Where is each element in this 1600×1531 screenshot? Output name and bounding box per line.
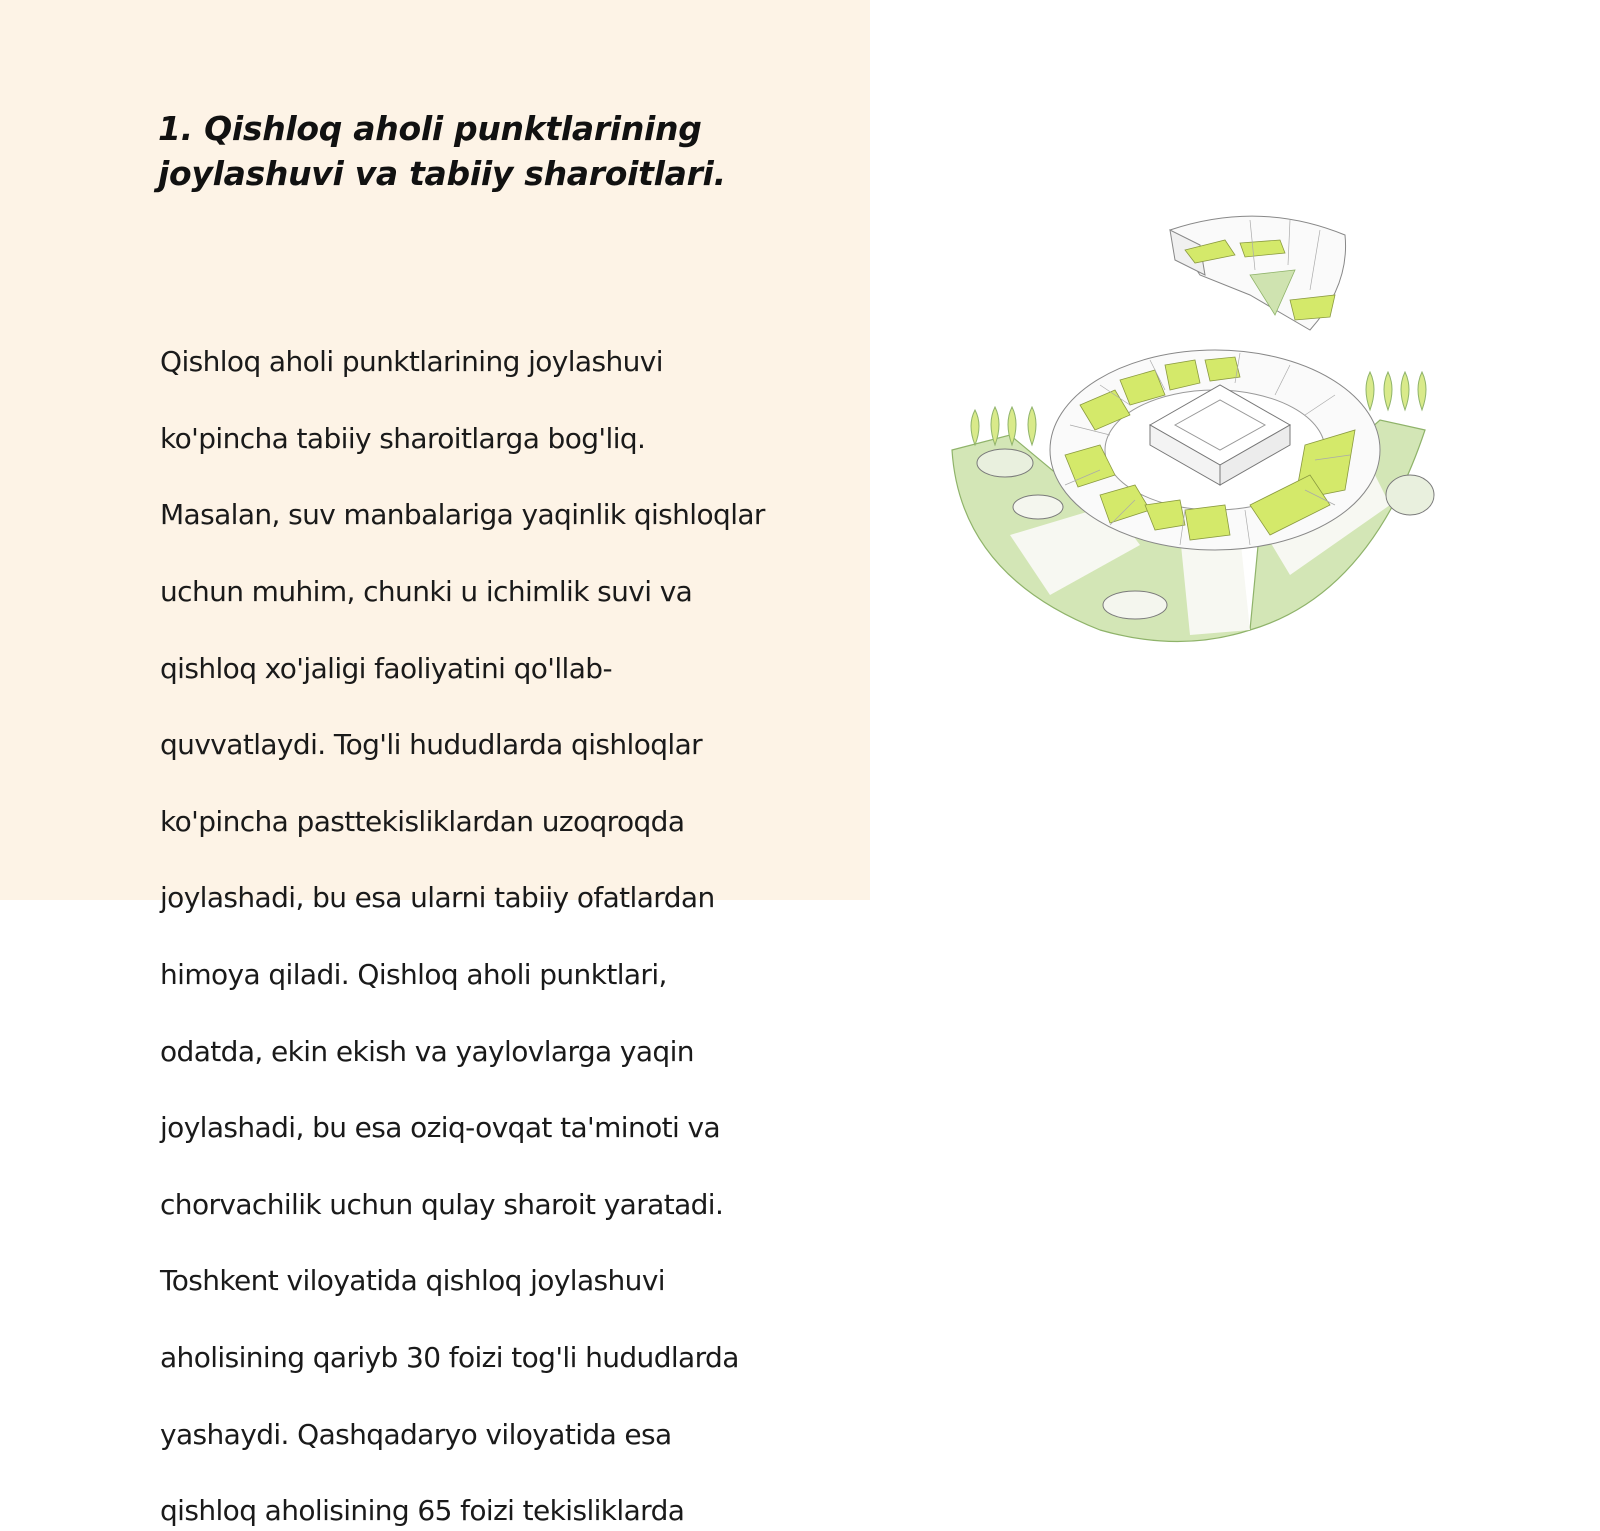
body-line: yashaydi. Qashqadaryo viloyatida esa <box>160 1417 672 1451</box>
body-line: qishloq xo'jaligi faoliyatini qo'llab- <box>160 651 612 685</box>
body-line: aholisining qariyb 30 foizi tog'li hududlarda <box>160 1341 739 1375</box>
body-line: chorvachilik uchun qulay sharoit yaratadi. <box>160 1187 724 1221</box>
body-line: ko'pincha tabiiy sharoitlarga bog'liq. <box>160 421 646 455</box>
body-line: uchun muhim, chunki u ichimlik suvi va <box>160 575 693 609</box>
slide-title: 1. Qishloq aholi punktlarining joylashuvi va tabiiy sharoitlari. <box>158 109 726 193</box>
body-line: joylashadi, bu esa ularni tabiiy ofatlardan <box>160 881 715 915</box>
body-line: odatda, ekin ekish va yaylovlarga yaqin <box>160 1034 694 1068</box>
body-line: joylashadi, bu esa oziq-ovqat ta'minoti va <box>160 1111 721 1145</box>
body-line: Masalan, suv manbalariga yaqinlik qishloqlar <box>160 498 765 532</box>
body-line: ko'pincha pasttekisliklardan uzoqroqda <box>160 804 685 838</box>
body-line: Qishloq aholi punktlarining joylashuvi <box>160 345 663 379</box>
body-line: quvvatlaydi. Tog'li hududlarda qishloqlar <box>160 728 703 762</box>
body-line: qishloq aholisining 65 foizi tekisliklarda <box>160 1494 685 1528</box>
body-line: Toshkent viloyatida qishloq joylashuvi <box>160 1264 665 1298</box>
body-line: himoya qiladi. Qishloq aholi punktlari, <box>160 958 667 992</box>
village-plan-illustration-icon <box>950 205 1450 655</box>
slide-body-text <box>160 305 850 1531</box>
